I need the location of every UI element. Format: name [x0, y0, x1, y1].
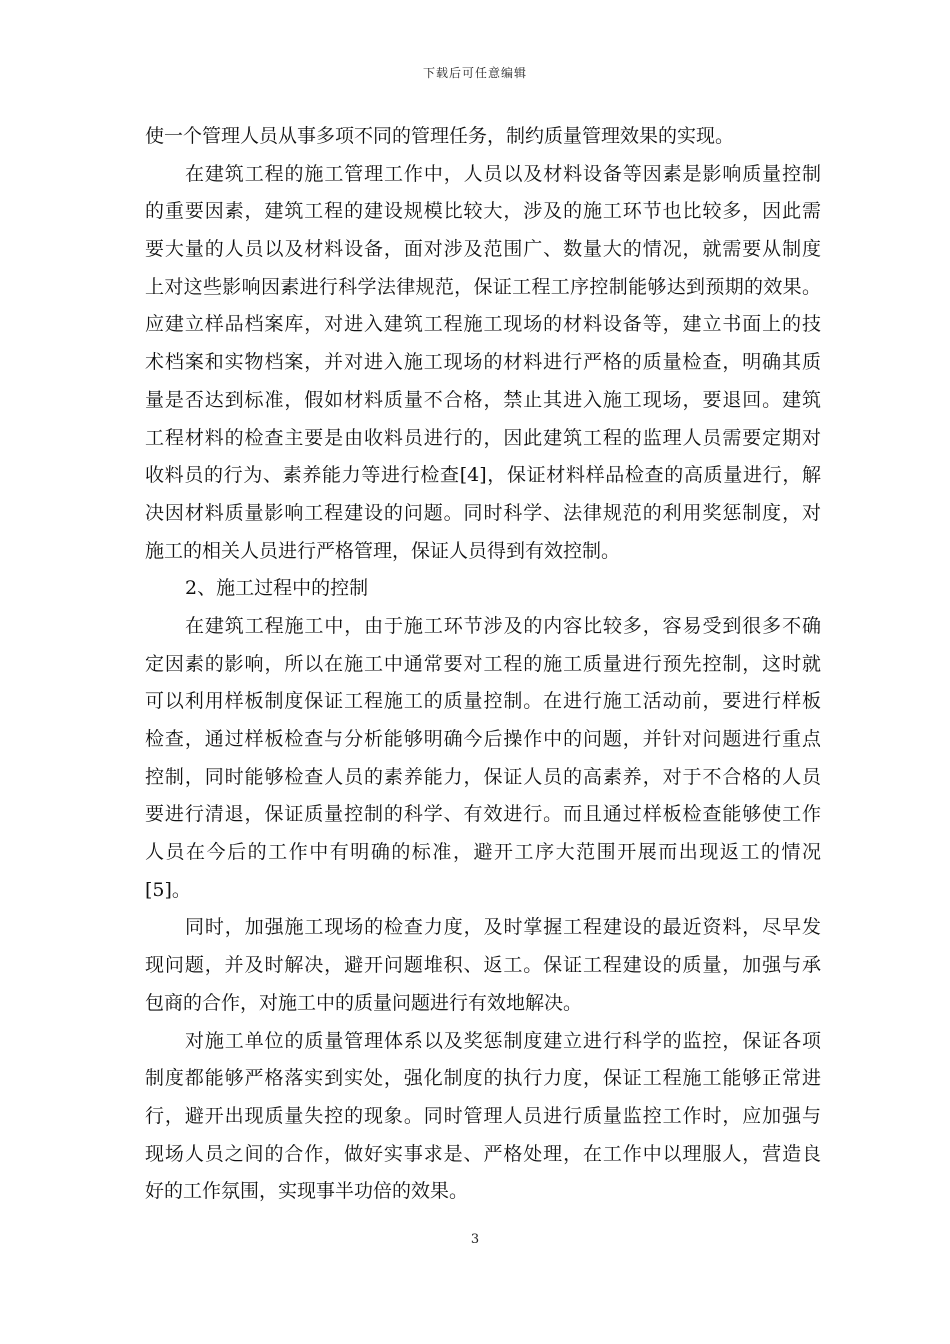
text-line: 人员在今后的工作中有明确的标准，避开工序大范围开展而出现返工的情况 [145, 841, 821, 864]
text-line: 定因素的影响，所以在施工中通常要对工程的施工质量进行预先控制，这时就 [145, 652, 821, 675]
page-number: 3 [470, 1232, 480, 1247]
text-line: 在建筑工程施工中，由于施工环节涉及的内容比较多，容易受到很多不确 [185, 614, 821, 637]
text-line: 要大量的人员以及材料设备，面对涉及范围广、数量大的情况，就需要从制度 [145, 238, 821, 261]
text-line: 控制，同时能够检查人员的素养能力，保证人员的高素养，对于不合格的人员 [145, 765, 821, 788]
page-header: 下载后可任意编辑 [422, 66, 527, 80]
text-line: 现场人员之间的合作，做好实事求是、严格处理，在工作中以理服人，营造良 [145, 1142, 821, 1165]
text-line: 检查，通过样板检查与分析能够明确今后操作中的问题，并针对问题进行重点 [145, 728, 821, 750]
text-line: 对施工单位的质量管理体系以及奖惩制度建立进行科学的监控，保证各项 [185, 1029, 821, 1052]
text-line: 决因材料质量影响工程建设的问题。同时科学、法律规范的利用奖惩制度，对 [145, 501, 821, 524]
text-line: 同时，加强施工现场的检查力度，及时掌握工程建设的最近资料，尽早发 [185, 916, 821, 939]
text-line: 施工的相关人员进行严格管理，保证人员得到有效控制。 [145, 539, 621, 562]
text-line: 上对这些影响因素进行科学法律规范，保证工程工序控制能够达到预期的效果。 [145, 275, 821, 298]
text-line: [5]。 [145, 878, 191, 901]
text-line: 量是否达到标准，假如材料质量不合格，禁止其进入施工现场，要退回。建筑 [145, 388, 821, 411]
text-line: 在建筑工程的施工管理工作中，人员以及材料设备等因素是影响质量控制 [185, 162, 821, 185]
text-line: 可以利用样板制度保证工程施工的质量控制。在进行施工活动前，要进行样板 [145, 690, 821, 713]
text-line: 行，避开出现质量失控的现象。同时管理人员进行质量监控工作时，应加强与 [145, 1104, 821, 1127]
section-heading: 2、施工过程中的控制 [185, 577, 369, 600]
body-text [145, 118, 821, 1211]
text-line: 现问题，并及时解决，避开问题堆积、返工。保证工程建设的质量，加强与承 [145, 954, 821, 977]
text-line: 的重要因素，建筑工程的建设规模比较大，涉及的施工环节也比较多，因此需 [145, 200, 821, 223]
text-line: 要进行清退，保证质量控制的科学、有效进行。而且通过样板检查能够使工作 [145, 803, 821, 826]
text-line: 使一个管理人员从事多项不同的管理任务，制约质量管理效果的实现。 [145, 125, 735, 147]
text-line: 术档案和实物档案，并对进入施工现场的材料进行严格的质量检查，明确其质 [145, 351, 821, 374]
text-line: 好的工作氛围，实现事半功倍的效果。 [145, 1180, 469, 1203]
text-line: 包商的合作，对施工中的质量问题进行有效地解决。 [145, 991, 583, 1014]
text-line: 收料员的行为、素养能力等进行检查[4]，保证材料样品检查的高质量进行，解 [145, 464, 821, 487]
text-line: 制度都能够严格落实到实处，强化制度的执行力度，保证工程施工能够正常进 [145, 1067, 821, 1090]
text-line: 工程材料的检查主要是由收料员进行的，因此建筑工程的监理人员需要定期对 [145, 426, 821, 449]
text-line: 应建立样品档案库，对进入建筑工程施工现场的材料设备等，建立书面上的技 [145, 313, 821, 336]
